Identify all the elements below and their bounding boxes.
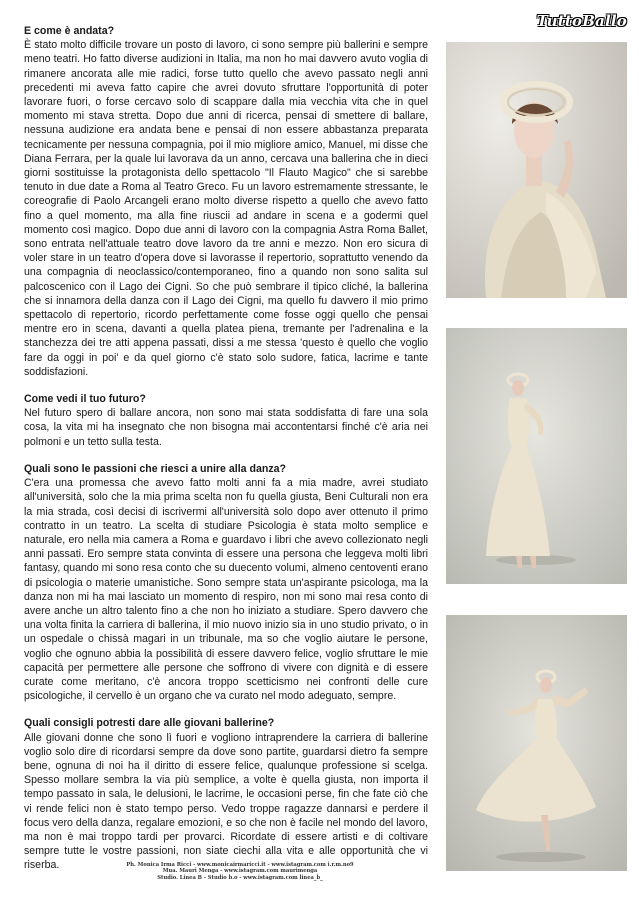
ballerina-standing-image <box>446 328 627 584</box>
ballerina-dancing-image <box>446 615 627 871</box>
section-come-e-andata <box>24 24 428 379</box>
section-paragraph: È stato molto difficile trovare un posto di lavoro, ci sono sempre più ballerini e sempre meno teatri. Ho fatto diverse audizioni in Italia, ma non ho mai davvero avuto voglia di rimanere ancorata alle mie radici, forse tutto quello che avevo passato negli anni precedenti mi aveva fatto capire che avrei dovuto sfruttare l'opportunità di poter lavorare fuori, o forse cercavo solo di scappare dalla mia vecchia vita che in quel momento mi stava stretta. Dopo due anni di ricerca, pensai di smettere di ballare, nessuna audizione era andata bene e pensai di non essere abbastanza preparata tecnicamente per nessuna compagnia, poi il mio migliore amico, Manuel, mi disse che Diana Ferrara, per la quale lui lavorava da un anno, cercava una ballerina che in dieci giorni sostituisse la protagonista dello spettacolo "Il Flauto Magico" che si sarebbe tenuto in due date a Roma al Teatro Greco. Fu un lavoro estremamente stressante, le coreografie di Paolo Arcangeli erano molto diverse rispetto a quello che avevo fatto fino a quel momento, ma alla fine riuscii ad andare in scena e a godermi quel momento così magico. Dopo due anni di lavoro con la compagnia Astra Roma Ballet, sono entrata nell'attuale teatro dove lavoro da tre anni e mezzo. Non ero sicura di voler stare in un teatro d'opera dove si lavorasse il repertorio, soprattutto venendo da una compagnia di neoclassico/contemporaneo, fino a quando non sono salita sul palcoscenico con il Lago dei Cigni. So che può sembrare il tipico cliché, la ballerina che si innamora della danza con il Lago dei Cigni, ma quello fu davvero il mio primo spettacolo di repertorio, ricordo perfettamente come fosse oggi quello che pensai mentre ero in scena, davanti a quella platea piena, tremante per l'adrenalina e la stanchezza dei tre atti appena passati, dissi a me stessa 'questo è quello che voglio fare da oggi in poi' e da quel giorno c'è stato solo sudore, fatica, lacrime e tante soddisfazioni. <box>24 39 428 378</box>
article-body <box>24 24 428 886</box>
section-heading: Quali consigli potresti dare alle giovani ballerine? <box>24 717 275 730</box>
section-paragraph: Nel futuro spero di ballare ancora, non sono mai stata soddisfatta di fare una sola cosa, la vita mi ha insegnato che non bisogna mai accontentarsi finché c'è aria nei polmoni e un tetto sulla testa. <box>24 407 428 448</box>
section-paragraph: Alle giovani donne che sono lì fuori e vogliono intraprendere la carriera di ballerine voglio solo dire di ricordarsi sempre da dove sono partite, guardarsi dietro fa sempre bene, ognuna di noi ha il diritto di essere felice, qualunque professione si scelga. Spesso mollare sembra la via più semplice, a volte è quella giusta, non importa il tempo passato in sala, le delusioni, le lacrime, le occasioni perse, fin che fate ciò che vi rende felici non è stato tempo perso. Vedo troppe ragazze dannarsi e perdere il focus vero della danza, regalare emozioni, e so che non è facile nel mondo del lavoro, ma non è mai troppo tardi per provarci. Ricordate di essere artisti e di coltivare sempre tutte le vostre passioni, non siate ciechi alla vita e alle opportunità che vi riserba. <box>24 731 428 872</box>
ballerina-portrait-image <box>446 42 627 298</box>
section-heading: E come è andata? <box>24 25 115 37</box>
photo-credits <box>0 862 480 881</box>
credit-line: Mua. Mauri Menga - www.istagram.com maurimenga <box>162 868 318 875</box>
credit-line: Ph. Monica Irma Ricci - www.monicairmaricci.it - www.istagram.com i.r.m.no9 <box>126 862 354 868</box>
ballerina-dancing-photo <box>446 615 627 871</box>
section-futuro <box>24 392 428 449</box>
credit-line: Studio. Linea B - Studio b.o - www.istagram.com linea_b_ <box>157 874 323 881</box>
section-consigli <box>24 716 428 872</box>
section-passioni <box>24 462 428 703</box>
section-heading: Quali sono le passioni che riesci a unire alla danza? <box>24 462 286 475</box>
ballerina-portrait-photo <box>446 42 627 298</box>
ballerina-standing-photo <box>446 328 627 584</box>
section-heading: Come vedi il tuo futuro? <box>24 393 146 406</box>
section-paragraph: C'era una promessa che avevo fatto molti anni fa a mia madre, avrei studiato all'università, solo che la mia prima scelta non fu quella giusta, Beni Culturali non era la mia strada, così decisi di iscrivermi all'università solo dopo aver ottenuto il primo contratto in un teatro. La scelta di studiare Psicologia è stata molto semplice e naturale, ero nella mia camera a Roma e guardavo i libri che avevo collezionato negli anni passati. Ero sempre stata convinta di essere una persona che leggeva molti libri fantasy, quando mi sono resa conto che su duecento volumi, almeno centoventi erano di psicologia o materie umanistiche. Sono sempre stata un'aspirante psicologa, ma la danza non mi ha mai lasciato un momento di respiro, non mi sono mai resa conto di avere anche un altro talento fino a che non ho iniziato a studiare. Spero davvero che una volta finita la carriera di ballerina, il mio nuovo inizio sia in uno studio privato, o in un ospedale o chissà magari in un tribunale, ma so che voglio aiutare le persone, voglio che ognuno abbia la possibilità di essere davvero felice, voglio sfruttare le mie capacità per permettere alle persone che soffrono di vivere con dignità e di essere curate come meritano, c'è ancora troppo scetticismo nei confronti delle cure psicologiche, il cervello è un organo che va curato nel modo adeguato, sempre. <box>24 477 428 703</box>
tuttoballo-logo[interactable]: TuttoBallo <box>536 12 627 30</box>
